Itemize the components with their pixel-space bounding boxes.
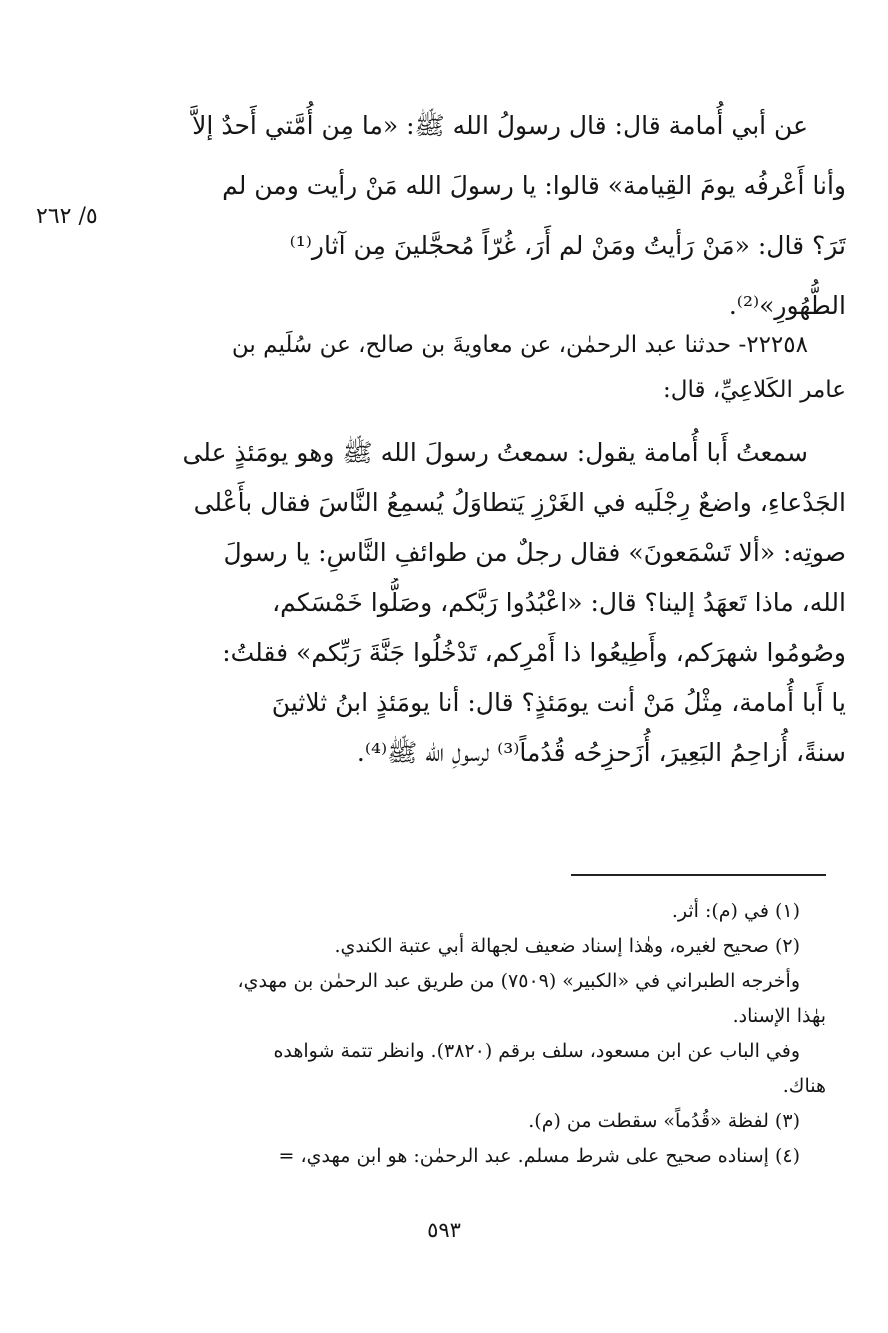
footnote-separator-rule: [571, 874, 826, 876]
text-line: صوتِه: «ألا تَسْمَعونَ» فقال رجلٌ من طوائفِ النَّاسِ: يا رسولَ: [223, 538, 846, 567]
page-number: ٥٩٣: [427, 1218, 461, 1242]
text-line: الجَدْعاءِ، واضعٌ رِجْلَيه في الغَرْزِ يَتطاوَلُ يُسمِعُ النَّاسَ فقال بأَعْلى: [193, 488, 846, 517]
hadith-paragraph-1: [132, 96, 846, 336]
text-line: عامر الكَلاعِيِّ، قال:: [663, 377, 846, 403]
text-line: يا أَبا أُمامة، مِثْلُ مَنْ أنت يومَئذٍ؟ قال: أنا يومَئذٍ ابنُ ثلاثينَ: [271, 688, 846, 717]
hadith-paragraph-2: [132, 428, 846, 778]
text-line: سنةً، أُزاحِمُ البَعِيرَ، أُزَحزِحُه قُدُماً⁽³⁾ لرسولِ الله ﷺ⁽⁴⁾.: [356, 738, 846, 767]
text-line: الطُّهُورِ»⁽²⁾.: [728, 291, 846, 320]
text-line: عن أبي أُمامة قال: قال رسولُ الله ﷺ: «ما مِن أُمَّتي أَحدٌ إلاَّ: [192, 111, 808, 140]
footnote-line: وفي الباب عن ابن مسعود، سلف برقم (٣٨٢٠). وانظر تتمة شواهده: [273, 1040, 800, 1062]
text-line: تَرَ؟ قال: «مَنْ رَأيتُ ومَنْ لم أَرَ، غُرّاً مُحجَّلينَ مِن آثار⁽¹⁾: [289, 231, 846, 260]
footnote-line: هناك.: [782, 1075, 826, 1097]
footnote-line: (٣) لفظة «قُدُماً» سقطت من (م).: [528, 1110, 800, 1132]
footnote-line: وأخرجه الطبراني في «الكبير» (٧٥٠٩) من طريق عبد الرحمٰن بن مهدي،: [237, 970, 800, 992]
footnotes: [120, 894, 826, 1174]
text-line: ٢٢٢٥٨- حدثنا عبد الرحمٰن، عن معاويةَ بن صالح، عن سُلَيم بن: [231, 332, 808, 358]
margin-volume-page-reference: ٥/ ٢٦٢: [36, 204, 98, 229]
footnote-line: (١) في (م): أثر.: [671, 900, 800, 922]
isnad-paragraph: [132, 323, 846, 413]
footnote-line: (٤) إسناده صحيح على شرط مسلم. عبد الرحمٰن: هو ابن مهدي، =: [278, 1145, 800, 1167]
text-line: سمعتُ أَبا أُمامة يقول: سمعتُ رسولَ الله ﷺ وهو يومَئذٍ على: [182, 438, 808, 467]
footnote-line: بهٰذا الإسناد.: [732, 1005, 826, 1027]
text-line: الله، ماذا تَعهَدُ إلينا؟ قال: «اعْبُدُوا رَبَّكم، وصَلُّوا خَمْسَكم،: [272, 588, 846, 617]
text-line: وأنا أَعْرفُه يومَ القِيامة» قالوا: يا رسولَ الله مَنْ رأيت ومن لم: [222, 171, 846, 200]
text-line: وصُومُوا شهرَكم، وأَطِيعُوا ذا أَمْرِكم، تَدْخُلُوا جَنَّةَ رَبِّكم» فقلتُ:: [222, 638, 846, 667]
footnote-line: (٢) صحيح لغيره، وهٰذا إسناد ضعيف لجهالة أبي عتبة الكندي.: [334, 935, 800, 957]
